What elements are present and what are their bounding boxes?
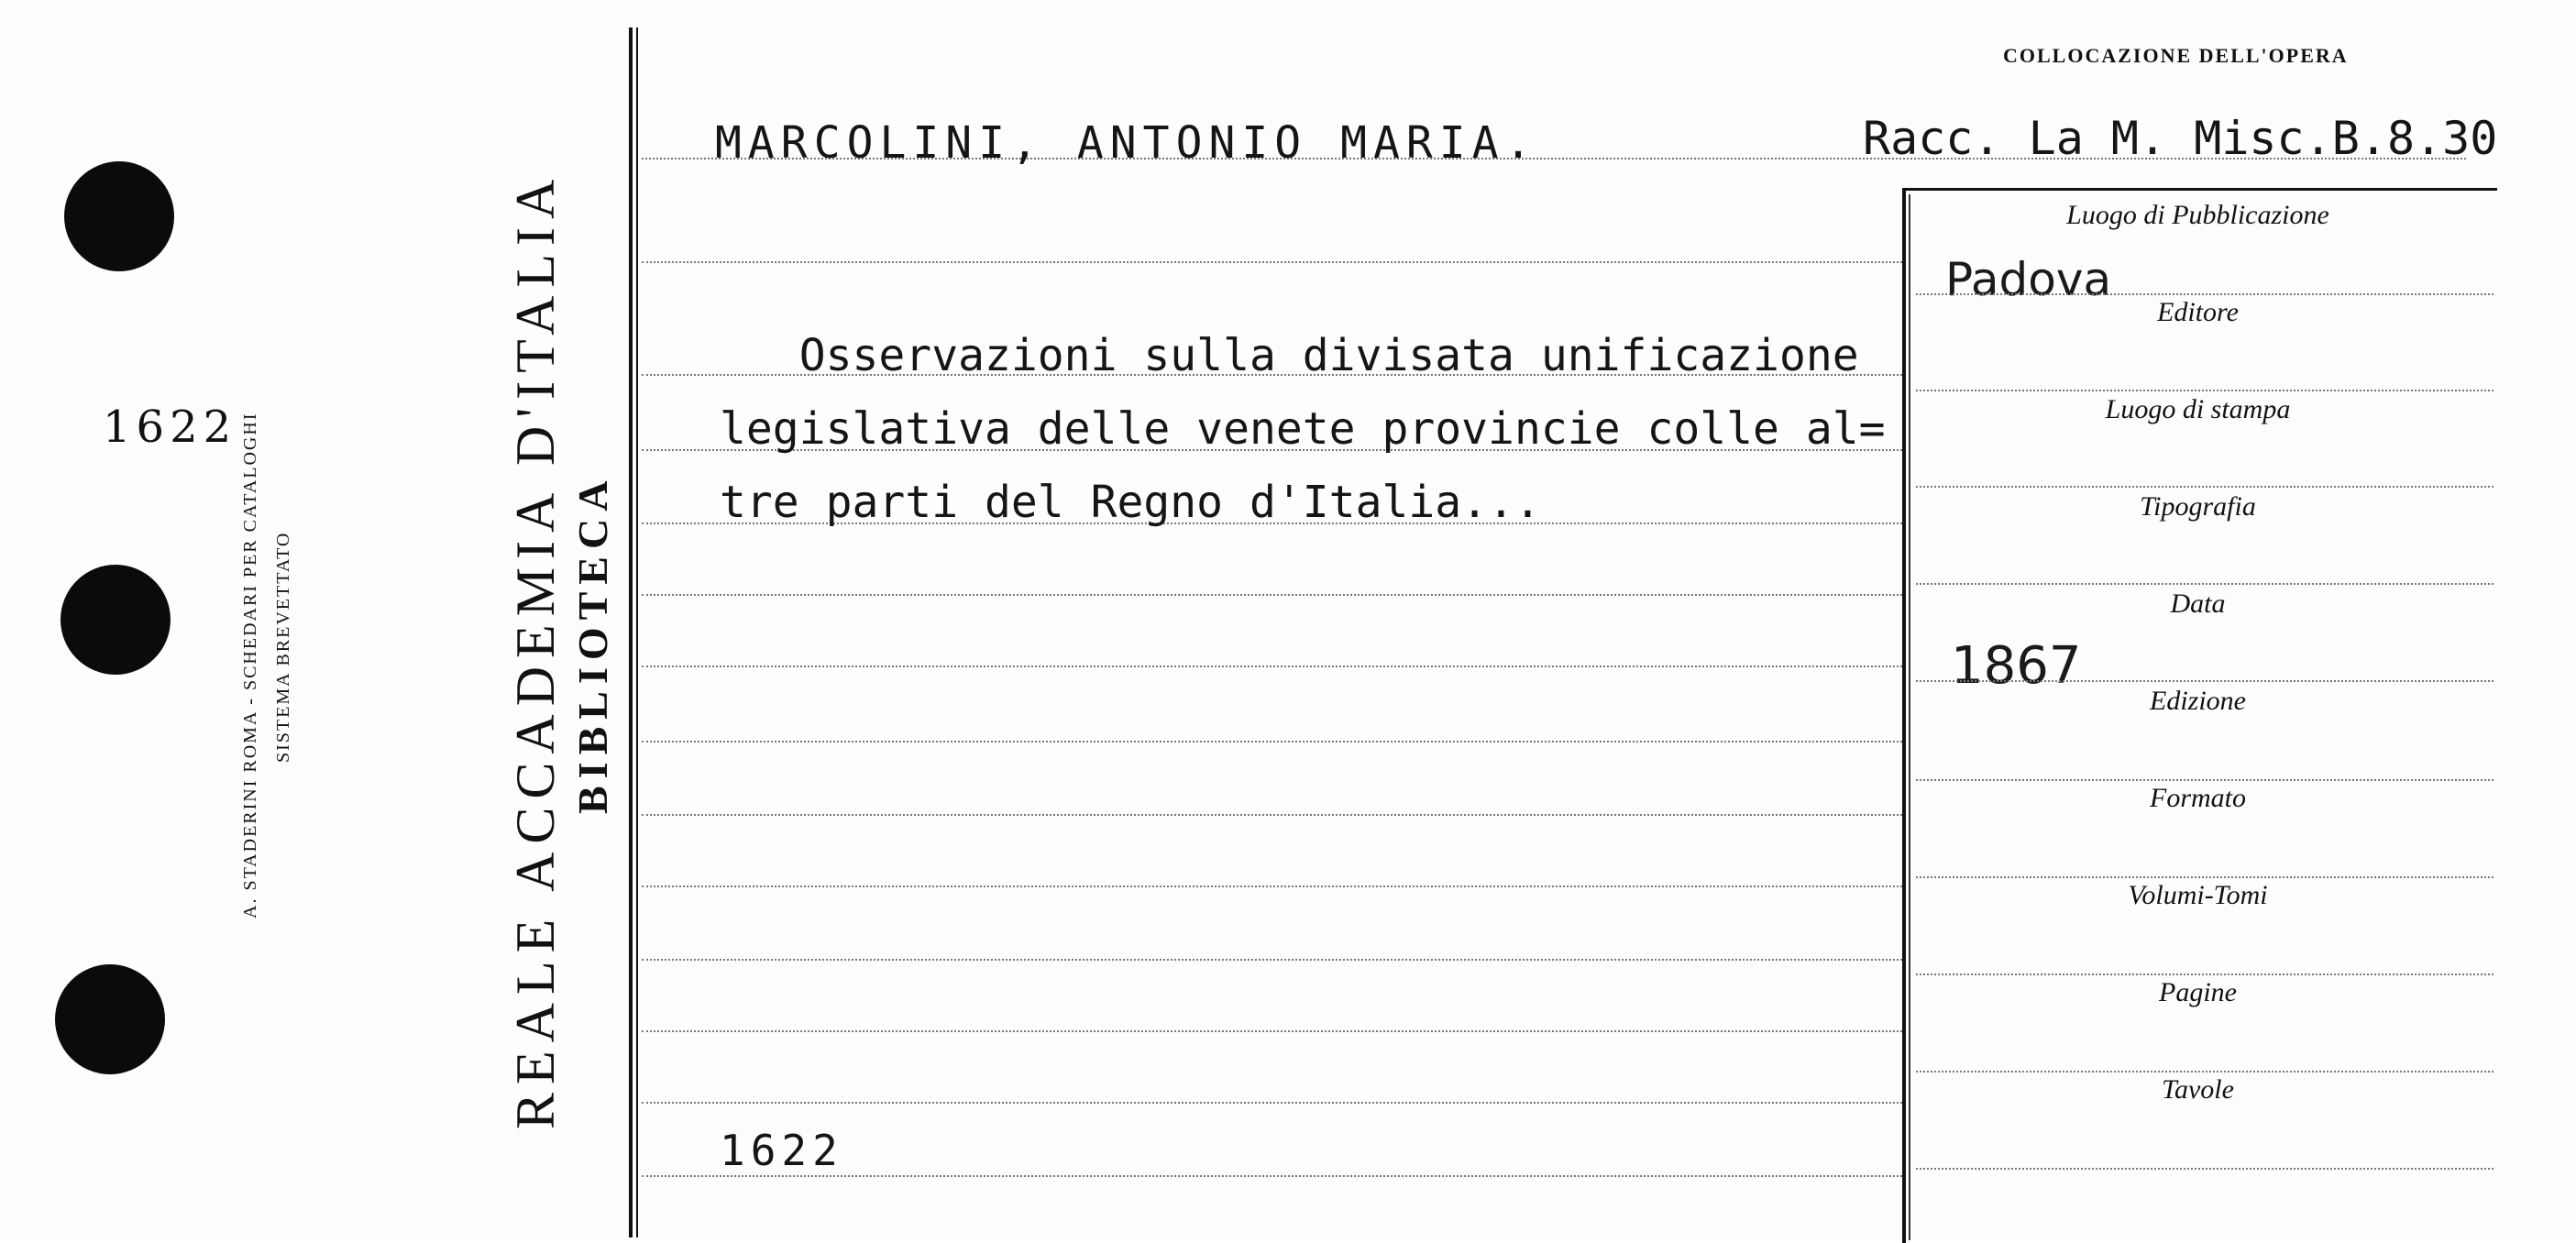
punch-hole-middle — [61, 565, 171, 675]
card-number-bottom: 1622 — [720, 1126, 843, 1175]
field-line — [1916, 779, 2493, 781]
ruled-line — [642, 1175, 1902, 1177]
card-number-left: 1622 — [103, 402, 237, 453]
label-volumi-tomi: Volumi-Tomi — [2128, 880, 2268, 910]
field-line — [1916, 680, 2493, 682]
label-data: Data — [2170, 588, 2226, 619]
ruled-line — [642, 1030, 1902, 1032]
library-name: BIBLIOTECA — [569, 473, 616, 814]
field-line — [1916, 876, 2493, 878]
ruled-line — [642, 814, 1902, 816]
label-luogo-pubblicazione: Luogo di Pubblicazione — [2066, 200, 2329, 230]
label-tipografia: Tipografia — [2140, 491, 2256, 522]
ruled-line — [642, 959, 1902, 961]
ruled-line — [642, 261, 1902, 263]
title-line-2: legislativa delle venete provincie colle al= — [720, 403, 1886, 455]
margin-rule — [629, 28, 633, 1238]
collocazione-label: COLLOCAZIONE DELL'OPERA — [2003, 44, 2349, 67]
printer-system: SISTEMA BREVETTATO — [273, 531, 293, 763]
field-line — [1916, 390, 2493, 391]
punch-hole-top — [64, 161, 174, 271]
label-pagine: Pagine — [2159, 977, 2237, 1007]
title-line-3: tre parti del Regno d'Italia... — [720, 477, 1541, 528]
ruled-line — [642, 741, 1902, 742]
label-luogo-stampa: Luogo di stampa — [2105, 394, 2291, 424]
field-line — [1916, 1071, 2493, 1072]
ruled-line — [642, 666, 1902, 667]
field-line — [1916, 1168, 2493, 1170]
shelfmark: Racc. La M. Misc.B.8.30 — [1863, 112, 2498, 165]
field-line — [1916, 583, 2493, 585]
field-line — [1916, 974, 2493, 975]
printer-imprint: A. STADERINI ROMA - SCHEDARI PER CATALOGHI — [240, 412, 260, 918]
value-data: 1867 — [1951, 636, 2082, 696]
ruled-line — [642, 1102, 1902, 1104]
field-line — [1916, 293, 2493, 295]
field-line — [1916, 486, 2493, 488]
ruled-line — [642, 594, 1902, 596]
institution-name: REALE ACCADEMIA D'ITALIA — [505, 170, 566, 1129]
punch-hole-bottom — [55, 964, 165, 1074]
ruled-line — [642, 886, 1902, 887]
value-luogo-pubblicazione: Padova — [1945, 253, 2112, 306]
label-edizione: Edizione — [2150, 686, 2246, 716]
author-heading: MARCOLINI, ANTONIO MARIA. — [715, 117, 1538, 169]
margin-rule-inner — [636, 28, 638, 1238]
title-line-1: Osservazioni sulla divisata unificazione — [720, 330, 1859, 381]
label-editore: Editore — [2157, 297, 2239, 327]
label-tavole: Tavole — [2162, 1074, 2234, 1105]
label-formato: Formato — [2150, 783, 2246, 813]
